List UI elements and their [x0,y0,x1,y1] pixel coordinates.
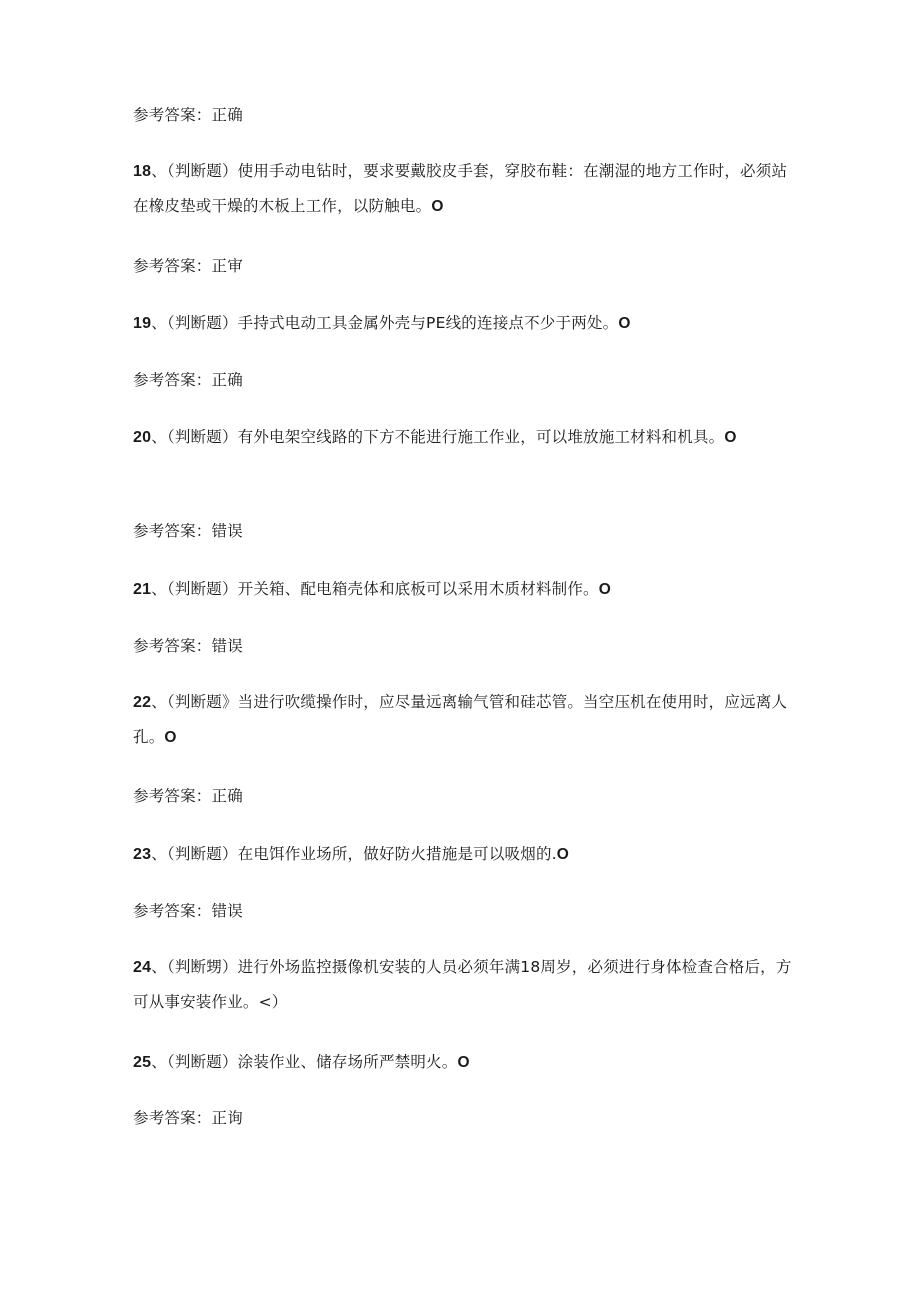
answer-prefix: 参考答案： [133,787,212,805]
question-number: 22 [133,694,152,711]
answer-line [133,255,793,277]
question-separator: 、 [151,162,167,180]
question-number: 18 [133,163,152,180]
answer-prefix: 参考答案： [133,257,212,275]
question-text: （判断题》当进行吹缆操作时，应尽量远离输气管和硅芯管。当空压机在使用时，应远离人孔。 [133,693,788,746]
answer-prefix: 参考答案： [133,106,212,124]
question-number: 20 [133,429,152,446]
answer-prefix: 参考答案： [133,637,212,655]
question-separator: 、 [151,1053,167,1071]
answer-value: 错误 [211,637,243,655]
answer-value: 错误 [211,522,243,540]
question-separator: 、 [151,580,167,598]
question-20 [133,420,793,455]
question-text: （判断题）涂装作业、储存场所严禁明火。 [166,1053,458,1071]
question-25 [133,1051,793,1074]
answer-blank-mark: O [431,198,444,215]
answer-prefix: 参考答案： [133,371,212,389]
question-separator: 、 [151,958,167,976]
question-18 [133,154,793,224]
question-separator: 、 [151,693,167,711]
answer-blank-mark: O [164,729,177,746]
question-text: （判断题）在电饵作业场所，做好防火措施是可以吸烟的. [166,845,557,863]
question-text: （判断题）开关箱、配电箱壳体和底板可以采用木质材料制作。 [166,580,599,598]
question-text: （判断题）手持式电动工具金属外壳与PE线的连接点不少于两处。 [166,314,619,332]
answer-blank-mark: O [556,846,570,863]
question-number: 24 [133,959,152,976]
answer-line [133,520,793,542]
question-number: 21 [133,581,152,598]
question-text: （判断题）有外电架空线路的下方不能进行施工作业，可以堆放施工材料和机具。 [166,428,725,446]
question-number: 19 [133,315,152,332]
question-separator: 、 [151,314,167,332]
answer-value: 正审 [211,257,243,275]
answer-value: 正确 [211,371,243,389]
answer-value: 正确 [211,787,243,805]
answer-line [133,1107,793,1129]
answer-blank-mark: O [724,429,737,446]
answer-value: 正确 [211,106,243,124]
answer-blank-mark: O [598,581,612,598]
answer-line [133,635,793,657]
question-text: （判断甥）进行外场监控摄像机安装的人员必须年满18周岁，必须进行身体检查合格后，方可从事安装作业。<） [133,958,792,1011]
question-19 [133,312,793,335]
answer-prefix: 参考答案： [133,1109,212,1127]
answer-prefix: 参考答案： [133,522,212,540]
question-separator: 、 [151,845,167,863]
answer-blank-mark: O [457,1054,470,1071]
answer-line [133,785,793,807]
question-number: 25 [133,1054,152,1071]
question-21 [133,578,793,601]
answer-value: 正询 [211,1109,243,1127]
question-number: 23 [133,846,152,863]
question-24 [133,950,793,1019]
answer-blank-mark: O [618,315,631,332]
answer-line [133,104,793,126]
answer-line [133,900,793,922]
answer-prefix: 参考答案： [133,902,212,920]
question-separator: 、 [151,428,167,446]
answer-value: 错误 [211,902,243,920]
question-22 [133,685,793,755]
answer-line [133,369,793,391]
question-23 [133,843,793,866]
question-text: （判断题）使用手动电钻时，要求要戴胶皮手套，穿胶布鞋：在潮湿的地方工作时，必须站在橡皮垫或干燥的木板上工作，以防触电。 [133,162,788,215]
